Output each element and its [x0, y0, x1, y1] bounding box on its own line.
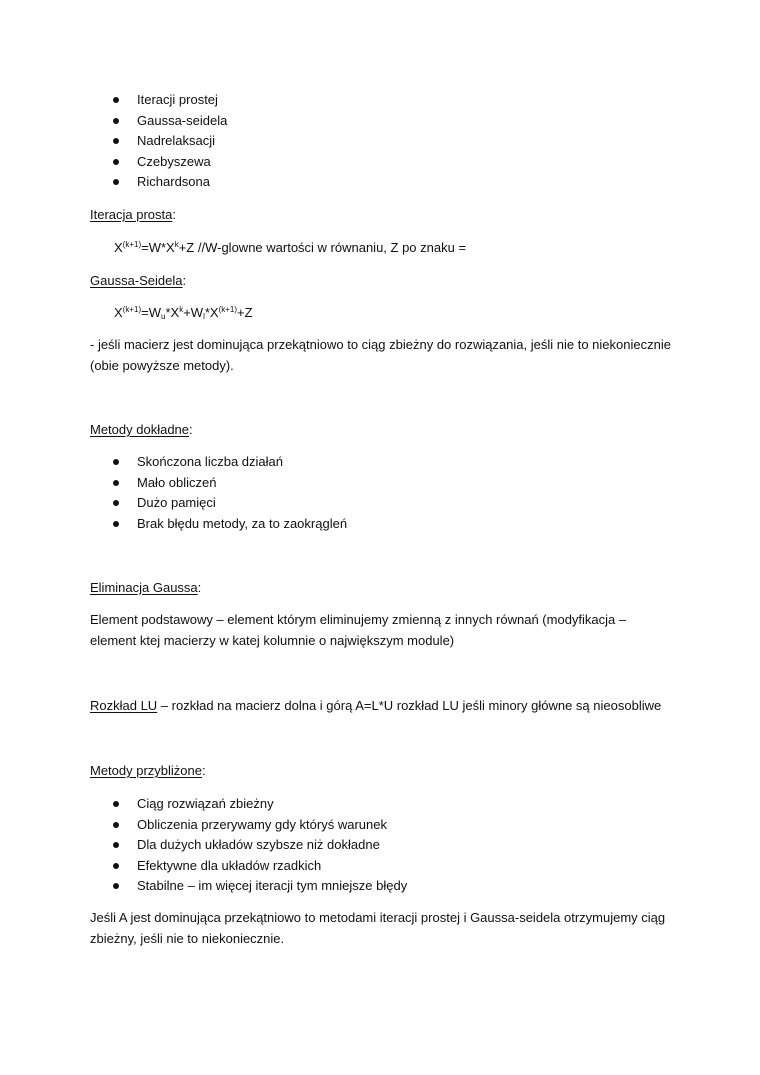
gauss-seidel-heading: Gaussa-Seidela: [90, 273, 187, 288]
metody-przyblizone-heading: Metody przybliżone: [90, 763, 206, 778]
list-item: Ciąg rozwiązań zbieżny [90, 794, 680, 815]
iteracja-prosta-formula: $X^{(k+1)}=W*X^k+Z$ //W-glowne wartości w równaniu, Z po znaku = [114, 240, 467, 255]
list-item: Efektywne dla układów rzadkich [90, 856, 680, 877]
bullet-icon [113, 118, 119, 124]
iteracja-prosta-heading: Iteracja prosta: [90, 207, 176, 222]
eliminacja-text: Element podstawowy – element którym eliminujemy zmienną z innych równań (modyfikacja – element ktej macierzy w katej kolumnie o największym module) [90, 612, 627, 648]
bullet-icon [113, 97, 119, 103]
bullet-icon [113, 159, 119, 165]
list-item: Nadrelaksacji [90, 131, 680, 152]
list-item: Dla dużych układów szybsze niż dokładne [90, 835, 680, 856]
list-item: Skończona liczba działań [90, 452, 680, 473]
list-item: Richardsona [90, 172, 680, 193]
bullet-icon [113, 480, 119, 486]
list-item: Mało obliczeń [90, 473, 680, 494]
list-item: Czebyszewa [90, 152, 680, 173]
list-item: Iteracji prostej [90, 90, 680, 111]
gauss-seidel-note: - jeśli macierz jest dominująca przekątniowo to ciąg zbieżny do rozwiązania, jeśli nie to niekoniecznie (obie powyższe metody). [90, 337, 671, 373]
eliminacja-heading: Eliminacja Gaussa: [90, 580, 202, 595]
bullet-icon [113, 138, 119, 144]
list-item: Obliczenia przerywamy gdy któryś warunek [90, 815, 680, 836]
bullet-icon [113, 179, 119, 185]
gauss-seidel-formula: $X^{(k+1)}=W_u*X^k+W_l*X^{(k+1)}+Z$ [114, 305, 253, 321]
final-paragraph: Jeśli A jest dominująca przekątniowo to metodami iteracji prostej i Gaussa-seidela otrzymujemy ciąg zbieżny, jeśli nie to niekoniecznie. [90, 910, 666, 946]
bullet-icon [113, 521, 119, 527]
bullet-icon [113, 500, 119, 506]
list-item: Brak błędu metody, za to zaokrągleń [90, 514, 680, 535]
methods-list [90, 90, 680, 193]
bullet-icon [113, 863, 119, 869]
list-item: Stabilne – im więcej iteracji tym mniejsze błędy [90, 876, 680, 897]
bullet-icon [113, 883, 119, 889]
bullet-icon [113, 822, 119, 828]
bullet-icon [113, 801, 119, 807]
metody-przyblizone-list [90, 794, 680, 897]
metody-dokladne-list [90, 452, 680, 534]
bullet-icon [113, 842, 119, 848]
metody-dokladne-heading: Metody dokładne: [90, 422, 193, 437]
bullet-icon [113, 459, 119, 465]
list-item: Gaussa-seidela [90, 111, 680, 132]
rozklad-lu-line: Rozkład LU – rozkład na macierz dolna i górą A=L*U rozkład LU jeśli minory główne są nieosobliwe [90, 698, 662, 713]
list-item: Dużo pamięci [90, 493, 680, 514]
